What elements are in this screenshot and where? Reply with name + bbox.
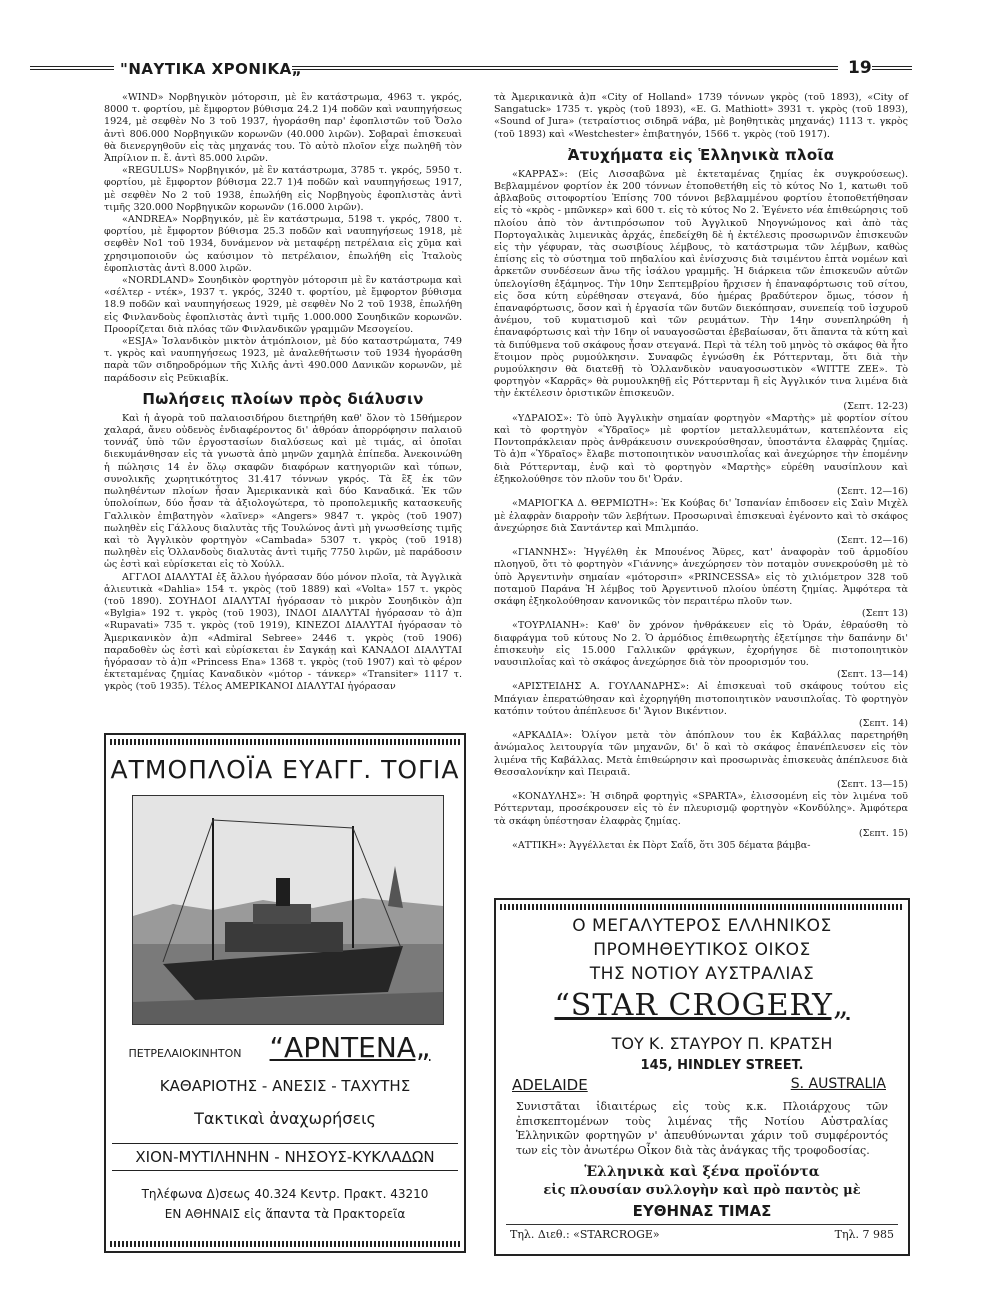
- ad-phone: Τηλ. 7 985: [834, 1228, 894, 1241]
- ad-divider: [506, 1224, 898, 1225]
- left-column: [104, 92, 462, 694]
- report-date: (Σεπτ. 14): [858, 717, 908, 729]
- masthead-title: "ΝΑΥΤΙΚΑ ΧΡΟΝΙΚΑ„: [120, 60, 303, 78]
- report-date: (Σεπτ. 13—14): [837, 669, 908, 681]
- ad-departures: Τακτικαὶ ἀναχωρήσεις: [194, 1109, 376, 1128]
- ad-offices: ΕΝ ΑΘΗΝΑΙΣ εἰς ἅπαντα τὰ Πρακτορεῖα: [164, 1207, 406, 1221]
- ad-slogan: ΚΑΘΑΡΙΟΤΗΣ - ΑΝΕΣΙΣ - ΤΑΧΥΤΗΣ: [159, 1077, 411, 1095]
- ad-city: ADELAIDE: [512, 1076, 588, 1094]
- header-rule-left: [30, 66, 114, 70]
- accident-report: «ΑΡΚΑΔΙΑ»: Ὀλίγον μετὰ τὸν ἀπόπλουν του ἐκ Καβάλλας παρετηρήθη ἀνώμαλος λειτουργία τῶν μηχανῶν, δι' ὃ καὶ τὸ σκάφος ἐπανέπλευσεν εἰς τὸν λιμένα τῆς Καβάλλας. Μετὰ ἐπιθεώρησιν καὶ προσωρινὰς ἐπισκευὰς ἀπέπλευσε διὰ Θεσσαλονίκην καὶ Πειραιᾶ.: [494, 730, 908, 778]
- article-paragraph: «ESJA» Ἰσλανδικὸν μικτὸν ἀτμόπλοιον, μὲ δύο καταστρώματα, 749 τ. γκρὸς καὶ ναυπηγήσεως 1923, μὲ ἀναλεθήτωσιν τοῦ 1934 ἠγοράσθη παρὰ τῶν σιδηροδρόμων τῆς Χιλῆς ἀντὶ 490.000 Δανικῶν κορωνῶν, μὲ παράδοσιν εἰς Ρεϋκιαβίκ.: [104, 336, 462, 384]
- article-paragraph: «NORDLAND» Σουηδικὸν φορτηγὸν μότορσιπ μὲ ἓν κατάστρωμα καὶ «σέλτερ - ντέκ», 1937 τ. γκρός, 3240 τ. φορτίου, μὲ ἔμφορτον βύθισμα 18.9 ποδῶν καὶ ναυπηγήσεως 1929, μὲ σεφθὲν Νο 2 τοῦ 1938, ἐπωλήθη εἰς Φινλανδοὺς ἐφοπλιστὰς ἀντὶ τιμῆς 1.000.000 Σουηδικῶν κορωνῶν. Προορίζεται διὰ πλόας τῶν Φινλανδικῶν γραμμῶν Μεσογείου.: [104, 275, 462, 335]
- accident-report: «ΓΙΑΝΝΗΣ»: Ἠγγέλθη ἐκ Μπουένος Ἄϋρες, κατ' ἀναφορὰν τοῦ ἁρμοδίου πλοηγοῦ, ὅτι τὸ φορτηγὸν «Γιάννης» ἀνεχώρησεν τὸν ποταμὸν συνεκρούσθη μὲ τὸ ὑπὸ Ἀργεντινὴν σημαίαν «μότορσιπ» «PRINCESSA» εἰς τὸ χιλιόμετρον 328 τοῦ ποταμοῦ Παράνα Ἡ λέμβος τοῦ Ἀργεντινοῦ πλοίου ὑπέστη ζημίας. Ἀμφότερα τὰ σκάφη ἐξηκολούθησαν κανονικῶς τὸν περαιτέρω πλοῦν των.: [494, 547, 908, 607]
- report-date: (Σεπτ. 12—16): [837, 486, 908, 498]
- page-number: 19: [848, 58, 872, 78]
- ad-slogan-2: εἰς πλουσίαν συλλογὴν καὶ πρὸ παντὸς μὲ: [543, 1183, 861, 1198]
- accident-report: «ΚΑΡΡΑΣ»: (Εἰς Λισσαβῶνα μὲ ἐκτεταμένας ζημίας ἐκ συγκρούσεως). Βεβλαμμένον φορτίον ἐκ 200 τόννων ἐτοποθετήθη εἰς τὸ κύτος Νο 1, κατωθι τοῦ ἀβλαβοῦς σιτοφορτίου Ἐπίσης 700 τόννοι βεβλαμμένου φορτίου ἐτοποθετήθησαν εἰς τὸ «κρὸς - μπῶνκερ» καὶ 600 τ. εἰς τὸ κύτος Νο 2. Ἐγένετο νέα ἐπιθεώρησις τοῦ πλοίου ἀπὸ τὸν ἀντιπρόσωπον τοῦ Ἀγγλικοῦ Νηογνώμονος καὶ ἀπὸ τὰς Πορτογαλικὰς λιμενικὰς ἀρχάς, ἐπεδείχθη δὲ ἡ ἐκτέλεσις προσωρινῶν ἐπισκευῶν εἰς τὴν γέφυραν, τὰς σωσιβίους λέμβους, τὸ κατάστρωμα τῶν λέμβων, καθὼς ἐπίσης εἰς τὸ σύστημα τοῦ πηδαλίου καὶ ἐνίσχυσις διὰ τσιμέντου ἑπτὰ νομέων καὶ ἀρκετῶν συνδέσεων ἄνω τῆς ἰσάλου γραμμῆς. Ἡ διάρκεια τῶν ἐπισκευῶν αὐτῶν ὑπελογίσθη ἑξάμηνος. Τὴν 10ην Σεπτεμβρίου ἤρχισεν ἡ ἐπαναφόρτωσις τοῦ σίτου, εἰς ὅσα κύτη εὑρέθησαν στεγανά, δύο ἡμέρας βραδύτερον ὅμως, τόσον ἡ ἐπαναφόρτωσις, ὅσον καὶ ἡ ἐργασία τῶν δυτῶν διεκόπησαν, συνεπείᾳ τοῦ ἰσχυροῦ ἀνέμου, τοῦ κυματισμοῦ καὶ τῶν ρευμάτων. Τὴν 14ην συνεπληρώθη ἡ ἐπαναφόρτωσις καὶ τὴν 16ην οἱ ναυαγοσῶσται ἐβεβαίωσαν, ὅτι ἅπαντα τὰ κύτη καὶ τὰ διπύθμενα τοῦ σκάφους ἦσαν στεγανά. Περὶ τὰ τέλη τοῦ μηνὸς τὸ σκάφος θὰ ἦτο ἕτοιμον πρὸς ρυμούλκησιν. Συναφῶς ἐγνώσθη ἐκ Ρόττερνταμ, ὅτι διὰ τὴν ρυμούλκησιν θὰ διατεθῇ τὸ Ὁλλανδικὸν ναυαγοσωστικὸν «WITTE ZEE». Τὸ φορτηγὸν «Καρρᾶς» θὰ ρυμουλκηθῇ εἰς Ρόττερνταμ ἢ εἰς Ἀγγλικόν τινα λιμένα διὰ τὴν ἐκτέλεσιν ὁριστικῶν ἐπισκευῶν.: [494, 168, 908, 400]
- ad-body: Συνιστᾶται ἰδιαιτέρως εἰς τοὺς κ.κ. Πλοιάρχους τῶν ἐπισκεπτομένων τοὺς λιμένας τῆς Νοτίου Αὐστραλίας Ἑλληνικῶν φορτηγῶν ν' ἀπευθύνωνται χάριν τοῦ συμφέροντός των εἰς τὸν ἀνωτέρω Οἶκον διὰ τὰς ἀνάγκας τῆς τροφοδοσίας.: [516, 1100, 888, 1157]
- ad-line-1: Ο ΜΕΓΑΛΥΤΕΡΟΣ ΕΛΛΗΝΙΚΟΣ: [572, 916, 832, 936]
- report-date: (Σεπτ. 12—16): [837, 534, 908, 546]
- ad-route: ΧΙΟΝ-ΜΥΤΙΛΗΝΗΝ - ΝΗΣΟΥΣ-ΚΥΚΛΑΔΩΝ: [112, 1143, 458, 1171]
- ad-address: 145, HINDLEY STREET.: [640, 1058, 804, 1073]
- ad-telegraph: Τηλ. Διεθ.: «STARCROGE»: [510, 1228, 660, 1241]
- ship-illustration: [133, 796, 443, 1024]
- article-paragraph: τὰ Ἀμερικανικὰ ἀ)π «City of Holland» 1739 τόννων γκρὸς (τοῦ 1893), «City of Sangatuck» 1735 τ. γκρὸς (τοῦ 1893), «E. G. Mathiott» 3931 τ. γκρὸς (τοῦ 1893), «Sound of Jura» (τετραίστιος σιδηρᾶ νάβα, μὲ βοηθητικὰς μηχανάς) 1113 τ. γκρὸς (τοῦ 1893) καὶ «Westchester» ἐπιβατηγόν, 1566 τ. γκρὸς (τοῦ 1917).: [494, 92, 908, 140]
- accident-report: «ΑΤΤΙΚΗ»: Ἀγγέλλεται ἐκ Πὸρτ Σαΐδ, ὅτι 305 δέματα βάμβα-: [512, 839, 811, 851]
- report-date: (Σεπτ. 13—15): [837, 778, 908, 790]
- ad-ship-name: “ΑΡΝΤΕΝΑ„: [269, 1031, 431, 1064]
- border-hatch-top: [500, 904, 904, 910]
- ad-brand: “STAR CROGERY„: [554, 988, 850, 1023]
- accident-report: «ΤΟΥΡΛΙΑΝΗ»: Καθ' ὃν χρόνον ἠνθράκευεν εἰς τὸ Ὀράν, ἐθραύσθη τὸ διαφράγμα τοῦ κύτους Νο 2. Ὁ ἁρμόδιος ἐπιθεωρητὴς ἐξετίμησε τὴν δαπάνην δι' ἐπισκευὴν εἰς 15.000 Γαλλικῶν φράγκων, ἐχορήγησε δὲ πιστοποιητικὸν ναυσιπλοΐας καὶ τὸ σκάφος ἀνεχώρησε διὰ τὸν προορισμόν του.: [494, 620, 908, 668]
- ad-ship-prefix: ΠΕΤΡΕΛΑΙΟΚΙΝΗΤΟΝ: [128, 1047, 242, 1060]
- report-date: (Σεπτ 13): [861, 608, 908, 620]
- ad-slogan-1: Ἑλληνικὰ καὶ ξένα προϊόντα: [584, 1164, 820, 1180]
- advertisement-togia-shipping: [104, 733, 466, 1253]
- accident-report: «ΑΡΙΣΤΕΙΔΗΣ Α. ΓΟΥΛΑΝΔΡΗΣ»: Αἱ ἐπισκευαὶ τοῦ σκάφους τούτου εἰς Μπάγιαν ἐπερατώθησαν καὶ ἐχορηγήθη πιστοποιητικὸν ναυσιπλοΐας. Τὸ φορτηγὸν κατόπιν τούτου ἀπέπλευσε δι' Ἅγιον Βικέντιον.: [494, 681, 908, 717]
- ad-region: S. AUSTRALIA: [790, 1076, 886, 1092]
- accident-report: «ΚΟΝΔΥΛΗΣ»: Ἡ σιδηρᾶ φορτηγὶς «SPARTA», ἐλισσομένη εἰς τὸν λιμένα τοῦ Ρόττερνταμ, προσέκρουσεν εἰς τὸ ἐν πλευρισμῷ φορτηγὸν «Κονδύλης». Ἀμφότερα τὰ σκάφη ὑπέστησαν ἐλαφρὰς ζημίας.: [494, 791, 908, 827]
- article-paragraph: ΑΓΓΛΟΙ ΔΙΑΛΥΤΑΙ ἐξ ἄλλου ἠγόρασαν δύο μόνον πλοῖα, τὰ Ἀγγλικὰ ἁλιευτικὰ «Dahlia» 154 τ. γκρὸς (τοῦ 1889) καὶ «Volta» 157 τ. γκρὸς (τοῦ 1890). ΣΟΥΗΔΟΙ ΔΙΑΛΥΤΑΙ ἠγόρασαν τὸ μικρὸν Σουηδικὸν ἀ)π «Bylgia» 192 τ. γκρὸς (τοῦ 1903), ΙΝΔΟΙ ΔΙΑΛΥΤΑΙ ἠγόρασαν τὸ ἀ)π «Rupavati» 735 τ. γκρὸς (τοῦ 1919), ΚΙΝΕΖΟΙ ΔΙΑΛΥΤΑΙ ἠγόρασαν τὸ Ἀμερικανικὸν ἀ)π «Admiral Sebree» 2446 τ. γκρὸς (τοῦ 1906) παραδοθὲν ὡς ἐστὶ καὶ εὑρίσκεται ἐν Σαγκάῃ καὶ ΚΑΝΑΔΟΙ ΔΙΑΛΥΤΑΙ ἠγόρασαν τὸ ἀ)π «Princess Ena» 1368 τ. γκρὸς (τοῦ 1907) καὶ τὸ φέρον ἐκτεταμένας ζημίας Καναδικὸν «μότορ - τάνκερ» «Transiter» 1117 τ. γκρὸς (τοῦ 1935). Τέλος ΑΜΕΡΙΚΑΝΟΙ ΔΙΑΛΥΤΑΙ ἠγόρασαν: [104, 571, 462, 693]
- report-date: (Σεπτ. 15): [858, 827, 908, 839]
- section-heading-accidents: Ἀτυχήματα εἰς Ἑλληνικὰ πλοῖα: [567, 145, 835, 164]
- accident-report: «ΜΑΡΙΟΓΚΑ Δ. ΘΕΡΜΙΩΤΗ»: Ἐκ Κούβας δι' Ἱσπανίαν ἐπιδοσεν εἰς Σαὶν Μιχὲλ μὲ ἐλαφρὰν διαρροὴν τῶν λεβήτων. Προσωριναὶ ἐπισκευαὶ ἐγένοντο καὶ τὸ σκάφος ἀνεχώρησε διὰ Σαντάντερ καὶ Μπιλμπάο.: [494, 498, 908, 534]
- ad-line-2: ΠΡΟΜΗΘΕΥΤΙΚΟΣ ΟΙΚΟΣ: [593, 940, 811, 960]
- header-rule-right: [872, 66, 912, 70]
- article-paragraph: «WIND» Νορβηγικὸν μότορσιπ, μὲ ἓν κατάστρωμα, 4963 τ. γκρός, 8000 τ. φορτίου, μὲ ἔμφορτον βύθισμα 24.2 1)4 ποδῶν καὶ ναυπηγήσεως 1924, μὲ σεφθὲν Νο 3 τοῦ 1937, ἠγοράσθη παρ' ἐφοπλιστῶν τοῦ Ὄσλο ἀντὶ 806.000 Νορβηγικῶν κορωνῶν (40.000 λιρῶν). Σοβαραὶ ἐπισκευαὶ θὰ διενεργηθοῦν εἰς τὰς μηχανάς του. Τὸ αὐτὸ πλοῖον εἶχε πωληθῆ τὸν Ἀπρίλιον π. ἔ. ἀντὶ 85.000 λιρῶν.: [104, 92, 462, 165]
- ad-owner: ΤΟΥ Κ. ΣΤΑΥΡΟΥ Π. ΚΡΑΤΣΗ: [611, 1034, 833, 1053]
- section-heading-scrap-sales: Πωλήσεις πλοίων πρὸς διάλυσιν: [142, 389, 424, 408]
- article-paragraph: Καὶ ἡ ἀγορὰ τοῦ παλαιοσιδήρου διετηρήθη καθ' ὅλον τὸ 15θήμερον χαλαρά, ἄνευ οὐδενὸς ἐνδιαφέροντος δι' ἀθρόαν ἀπορρόφησιν παλαιοῦ τοννάζ ὑπὸ τῶν ἐργοστασίων διαλύσεως καὶ μὲ τιμάς, αἱ ὁποῖαι διεκυμάνθησαν εἰς τὰ γνωστὰ ἀπὸ μηνῶν χαμηλὰ ἐπίπεδα. Ἀνεκοινώθη ἡ πώλησις 14 ἐν ὅλῳ σκαφῶν διαφόρων κατηγοριῶν καὶ τύπων, συνολικῆς χωρητικότητος 31.417 τόννων γκρός. Τὰ ἓξ ἐκ τῶν πωληθέντων πλοίων ἦσαν Ἀμερικανικὰ καὶ δύο Καναδικά. Ἐκ τῶν ὑπολοίπων, δύο ἦσαν τὰ ἀξιολογώτερα, τὸ προπολεμικῆς κατασκευῆς Γαλλικὸν ἐπιβατηγὸν «λαϊνερ» «Angers» 9847 τ. γκρὸς (τοῦ 1907) πωληθὲν εἰς Γάλλους διαλυτὰς τῆς Τουλώνος ἀντὶ μὴ γνωσθείσης τιμῆς καὶ τὸ Ἀγγλικὸν φορτηγὸν «Cambada» 5307 τ. γκρὸς (τοῦ 1918) πωληθὲν εἰς Ὁλλανδοὺς διαλυτὰς ἀντὶ τιμῆς 7750 λιρῶν, μὲ παράδοσιν ὡς ἐστὶ καὶ εὑρίσκεται εἰς τὸ Χούλλ.: [104, 412, 462, 571]
- advertisement-star-grocery: [494, 898, 910, 1256]
- ad-line-3: ΤΗΣ ΝΟΤΙΟΥ ΑΥΣΤΡΑΛΙΑΣ: [589, 964, 815, 984]
- article-paragraph: «REGULUS» Νορβηγικόν, μὲ ἓν κατάστρωμα, 3785 τ. γκρός, 5950 τ. φορτίου, μὲ ἔμφορτον βύθισμα 22.7 1)4 ποδῶν καὶ ναυπηγήσεως 1917, μὲ σεφθὲν Νο 2 τοῦ 1938, ἐπωλήθη εἰς Νορβηγοὺς ἐφοπλιστὰς ἀντὶ τιμῆς 320.000 Νορβηγικῶν κορωνῶν (16.000 λιρῶν).: [104, 165, 462, 213]
- border-hatch-top: [110, 739, 460, 745]
- border-hatch-bottom: [110, 1241, 460, 1247]
- header-rule-middle: [292, 66, 838, 70]
- report-date: (Σεπτ. 12-23): [843, 400, 908, 412]
- article-paragraph: «ANDREA» Νορβηγικόν, μὲ ἓν κατάστρωμα, 5198 τ. γκρός, 7800 τ. φορτίου, μὲ ἔμφορτον βύθισμα 25.3 ποδῶν καὶ ναυπηγήσεως 1918, μὲ σεφθὲν Νο1 τοῦ 1934, δυνάμενον νὰ μεταφέρῃ πετρέλαια εἰς χῦμα καὶ χρησιμοποιοῦν ὡς καύσιμον τὸ πετρέλαιον, ἐπωλήθη εἰς Ἰταλοὺς ἐφοπλιστὰς ἀντὶ 8.000 λιρῶν.: [104, 214, 462, 274]
- ad-title: ΑΤΜΟΠΛΟΪΑ ΕΥΑΓΓ. ΤΟΓΙΑ: [110, 755, 460, 784]
- right-column: [494, 92, 908, 852]
- ship-photo: [132, 795, 444, 1025]
- ad-slogan-3: ΕΥΘΗΝΑΣ ΤΙΜΑΣ: [632, 1202, 772, 1220]
- accident-report: «ΥΔΡΑΙΟΣ»: Τὸ ὑπὸ Ἀγγλικὴν σημαίαν φορτηγὸν «Μαρτὴς» μὲ φορτίον σίτου καὶ τὸ φορτηγὸν «Ὑδραῖος» μὲ φορτίον μεταλλευμάτων, κατεπλέοντα εἰς Ποντοπράκλειαν πρὸς ἀνθράκευσιν συνεκρούσθησαν, ὑποστάντα ἐλαφρὰς ζημίας. Τὸ ἀ)π «Ὑδραῖος» ἔλαβε πιστοποιητικὸν ναυσιπλοΐας καὶ ἀνεχώρησε τὴν ἑπομένην διὰ Ρόττερνταμ, ἐνῷ καὶ τὸ φορτηγὸν «Μαρτὴς» εὑρέθη ναυσίπλουν καὶ ἐξηκολούθησε τὸν πλοῦν του δι' Ὀράν.: [494, 412, 908, 485]
- ad-phones: Τηλέφωνα Δ)σεως 40.324 Κεντρ. Πρακτ. 43210: [141, 1187, 429, 1201]
